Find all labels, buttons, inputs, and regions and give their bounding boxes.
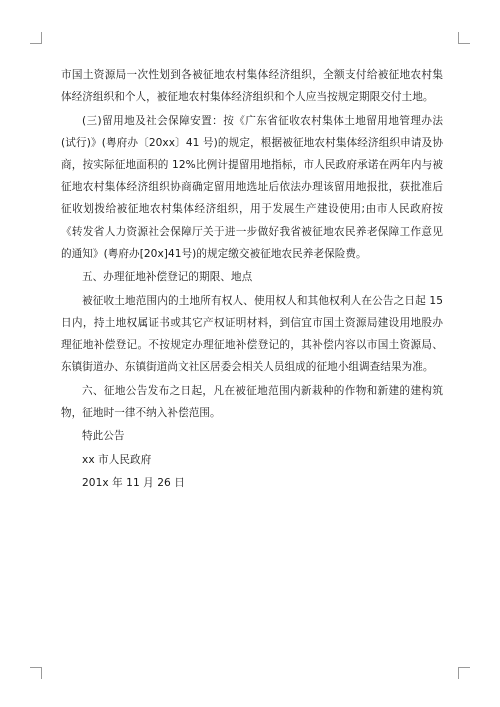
issue-date: 201x 年 11 月 26 日 [82,476,185,489]
crop-mark-top-right [458,32,470,44]
crop-mark-bottom-left [30,667,42,679]
paragraph-land-handover: 市国土资源局一次性划到各被征地农村集体经济组织，全额支付给被征地农村集体经济组织和个人，被征地农村集体经济组织和个人应当按规定期限交付土地。 [61,69,443,104]
section-heading-registration: 五、办理征地补偿登记的期限、地点 [82,271,253,284]
paragraph-reserved-land-social-security: (三)留用地及社会保障安置：按《广东省征收农村集体土地留用地管理办法(试行)》(粤府办〔20xx〕41 号)的规定，根据被征地农村集体经济组织申请及协商，按实际征地面积的 12%比例计提留用地指标，市人民政府承诺在两年内与被征地农村集体经济组织协商确定留用地选址后依法办理该留用地报批，获批准后征收划拨给被征地农村集体经济组织，用于发展生产建设使用;由市人民政府按《转发省人力资源社会保障厅关于进一步做好我省被征地农民养老保障工作意见的通知》(粤府办[20x]41号)的规定缴交被征地农民养老保险费。 [61,114,443,260]
paragraph-registration-details: 被征收土地范围内的土地所有权人、使用权人和其他权利人在公告之日起 15 日内，持土地权属证书或其它产权证明材料，到信宜市国土资源局建设用地股办理征地补偿登记。不按规定办理征地补偿登记的，其补偿内容以市国土资源局、东镇街道办、东镇街道尚文社区居委会相关人员组成的征地小组调查结果为准。 [61,294,443,374]
issuer-name: xx 市人民政府 [82,453,152,466]
document-body [61,64,443,495]
crop-mark-top-left [30,32,42,44]
crop-mark-bottom-right [458,667,470,679]
closing-announcement: 特此公告 [82,430,125,443]
paragraph-no-compensation: 六、征地公告发布之日起，凡在被征地范围内新栽种的作物和新建的建构筑物，征地时一律不纳入补偿范围。 [61,384,443,419]
